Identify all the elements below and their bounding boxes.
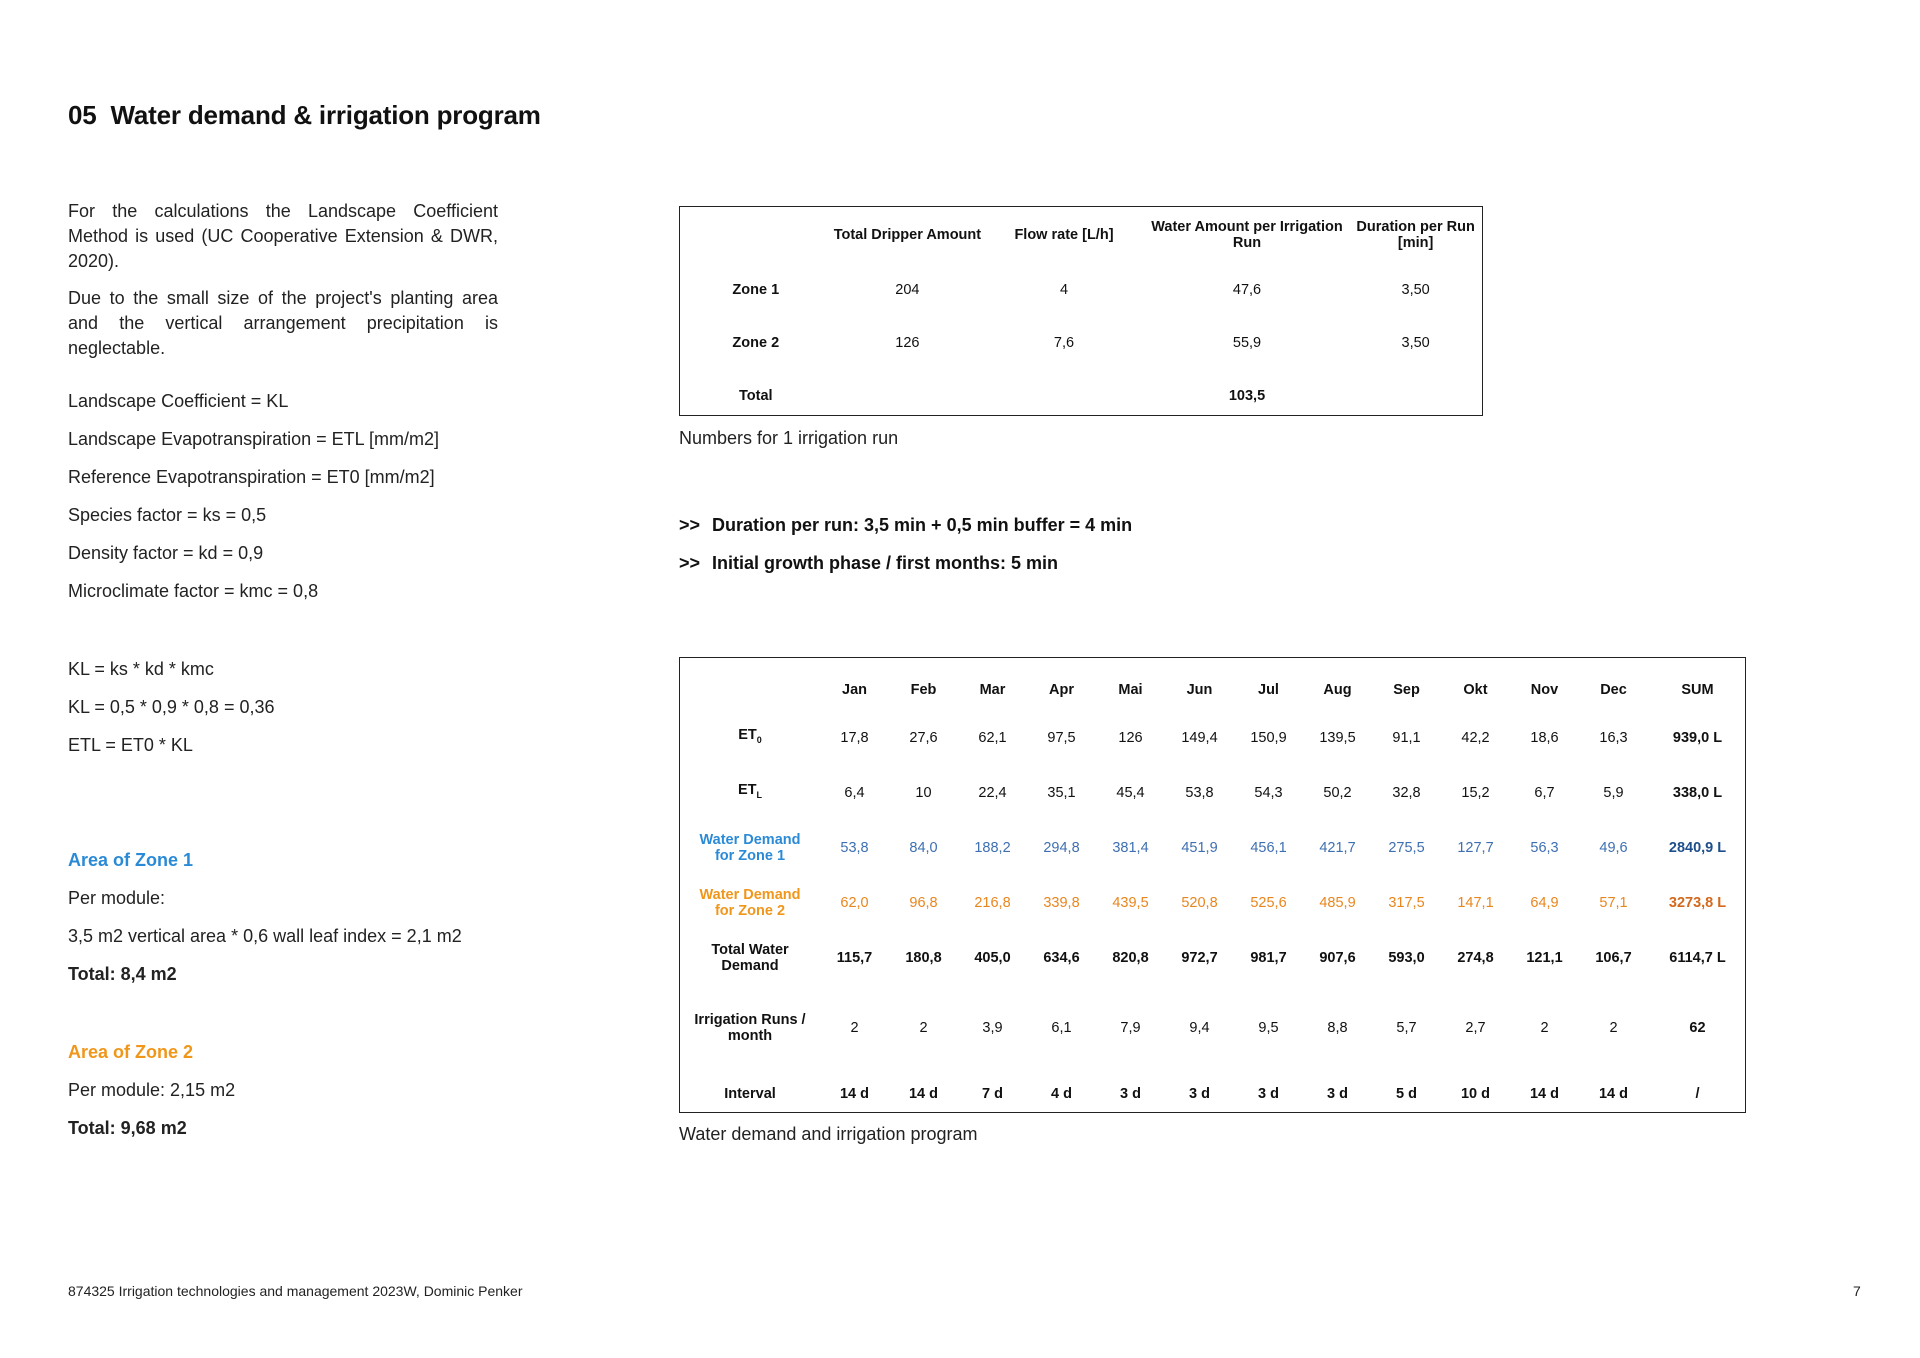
row-label	[680, 765, 820, 820]
table-cell: 317,5	[1388, 894, 1425, 911]
table-cell: 4	[1059, 281, 1069, 298]
table-cell: 106,7	[1595, 949, 1632, 966]
table-cell: 981,7	[1250, 949, 1287, 966]
table-cell: 593,0	[1388, 949, 1425, 966]
header-cell: Nov	[1530, 682, 1559, 698]
row-label	[680, 930, 820, 985]
sum-cell: 338,0 L	[1672, 784, 1723, 801]
table-cell: 3,50	[1401, 334, 1430, 351]
table-cell: 188,2	[974, 839, 1011, 856]
header-cell: Jan	[842, 682, 867, 698]
table-cell: 14 d	[1598, 1086, 1628, 1102]
definition-item: Density factor = kd = 0,9	[68, 543, 264, 563]
sum-cell: /	[1695, 1086, 1700, 1102]
zone2-total: Total: 9,68 m2	[68, 1118, 187, 1138]
table-cell: 381,4	[1112, 839, 1149, 856]
row-label-line-1: Water Demand	[699, 831, 801, 848]
table-cell: 91,1	[1392, 729, 1421, 746]
table-cell: 5,7	[1396, 1020, 1417, 1036]
table-row-zone2	[680, 875, 1747, 930]
row-label-subscript: L	[756, 789, 763, 800]
sum-cell: 62	[1689, 1020, 1706, 1036]
header-cell: Aug	[1323, 682, 1352, 698]
table-cell: 485,9	[1319, 894, 1356, 911]
header-cell: Duration per Run [min]	[1356, 219, 1475, 251]
table-cell: 3,9	[982, 1020, 1003, 1036]
section-title: Water demand & irrigation program	[110, 100, 541, 130]
zone1-area	[68, 841, 498, 993]
table-cell: 54,3	[1254, 784, 1283, 801]
table-cell: 53,8	[840, 839, 869, 856]
row-label-subscript: 0	[756, 734, 762, 745]
header-cell: SUM	[1681, 682, 1714, 698]
note-text-1: Duration per run: 3,5 min + 0,5 min buffer = 4 min	[712, 515, 1133, 535]
intro-paragraph-2: Due to the small size of the project's planting area and the vertical arrangement precipitation is neglectable.	[68, 288, 498, 358]
table-cell: 3,50	[1401, 281, 1430, 298]
table-row-interval	[680, 1071, 1747, 1117]
table-cell: 27,6	[909, 729, 938, 746]
table-cell: 62,0	[840, 894, 869, 911]
table-cell: 2	[919, 1020, 928, 1036]
program-table-caption: Water demand and irrigation program	[679, 1124, 978, 1144]
header-cell: Mar	[979, 682, 1006, 698]
row-label-line-1: Irrigation Runs /	[694, 1012, 806, 1028]
formula-item: KL = 0,5 * 0,9 * 0,8 = 0,36	[68, 697, 275, 717]
table-cell: 5,9	[1603, 784, 1624, 801]
sum-cell: 6114,7 L	[1669, 949, 1726, 966]
table-cell: 56,3	[1530, 839, 1559, 856]
header-cell: Sep	[1393, 682, 1420, 698]
intro-paragraph-1: For the calculations the Landscape Coefficient Method is used (UC Cooperative Extension & DWR, 2020).	[68, 201, 498, 271]
table-cell: 339,8	[1043, 894, 1080, 911]
zone1-line-2: 3,5 m2 vertical area * 0,6 wall leaf index = 2,1 m2	[68, 926, 462, 946]
definition-item: Landscape Evapotranspiration = ETL [mm/m2]	[68, 429, 440, 449]
table-cell: 15,2	[1461, 784, 1490, 801]
table-cell: 64,9	[1530, 894, 1559, 911]
table-cell: 50,2	[1323, 784, 1352, 801]
row-label: Total	[739, 387, 773, 404]
table-cell: 96,8	[909, 894, 938, 911]
row-label-line-2: month	[727, 1028, 773, 1044]
table-cell: 421,7	[1319, 839, 1356, 856]
table-cell: 97,5	[1047, 729, 1076, 746]
header-cell: Jul	[1258, 682, 1279, 698]
table-header-row	[680, 207, 1482, 263]
page-title	[68, 100, 541, 131]
sum-cell: 3273,8 L	[1668, 894, 1727, 911]
irrigation-run-grid	[680, 207, 1482, 422]
run-table-caption: Numbers for 1 irrigation run	[679, 428, 899, 448]
table-cell: 14 d	[908, 1086, 938, 1102]
intro-text	[68, 199, 498, 373]
table-cell: 204	[895, 281, 920, 298]
table-row-zone1	[680, 820, 1747, 875]
header-cell: Flow rate [L/h]	[1014, 227, 1114, 243]
table-cell: 103,5	[1228, 387, 1266, 404]
zone1-line-1: Per module:	[68, 888, 166, 908]
table-cell: 150,9	[1250, 729, 1287, 746]
table-cell: 147,1	[1457, 894, 1494, 911]
table-cell: 275,5	[1388, 839, 1425, 856]
table-cell: 45,4	[1116, 784, 1145, 801]
table-cell: 3 d	[1258, 1086, 1279, 1102]
row-label-line-1: Water Demand	[699, 886, 801, 903]
table-row-runs	[680, 985, 1747, 1071]
table-cell	[983, 369, 1145, 422]
table-cell: 42,2	[1461, 729, 1490, 746]
header-cell: Apr	[1049, 682, 1074, 698]
table-cell: 9,4	[1189, 1020, 1210, 1036]
table-cell: 274,8	[1457, 949, 1494, 966]
header-cell: Okt	[1463, 682, 1488, 698]
table-cell: 972,7	[1181, 949, 1218, 966]
table-row	[680, 263, 1482, 316]
definitions-list	[68, 382, 498, 610]
table-cell: 16,3	[1599, 729, 1628, 746]
table-cell: 53,8	[1185, 784, 1214, 801]
water-demand-table	[679, 657, 1746, 1113]
row-label-line-1: Total Water	[711, 941, 789, 958]
table-row-total	[680, 930, 1747, 985]
irrigation-run-table	[679, 206, 1483, 416]
row-label	[680, 985, 820, 1071]
table-cell: 14 d	[839, 1086, 869, 1102]
row-label-line-2: Demand	[721, 957, 779, 974]
row-label	[680, 820, 820, 875]
water-demand-grid	[680, 670, 1747, 1117]
table-cell: 18,6	[1530, 729, 1559, 746]
row-label	[680, 875, 820, 930]
table-cell: 294,8	[1043, 839, 1080, 856]
zone1-heading: Area of Zone 1	[68, 850, 194, 870]
zone2-area	[68, 1033, 498, 1147]
row-label	[680, 710, 820, 765]
table-cell: 634,6	[1043, 949, 1080, 966]
table-cell: 49,6	[1599, 839, 1628, 856]
table-cell: 520,8	[1181, 894, 1218, 911]
table-cell: 57,1	[1599, 894, 1628, 911]
table-cell: 10 d	[1460, 1086, 1490, 1102]
table-cell: 7,9	[1120, 1020, 1141, 1036]
section-number: 05	[68, 100, 97, 130]
table-cell: 32,8	[1392, 784, 1421, 801]
table-cell: 820,8	[1112, 949, 1149, 966]
table-cell: 5 d	[1396, 1086, 1417, 1102]
table-cell: 7 d	[982, 1086, 1003, 1102]
table-cell: 4 d	[1051, 1086, 1072, 1102]
table-cell: 456,1	[1250, 839, 1287, 856]
table-cell: 22,4	[978, 784, 1007, 801]
arrow-marker: >>	[679, 515, 701, 535]
table-cell: 7,6	[1053, 334, 1075, 351]
table-cell: 439,5	[1112, 894, 1149, 911]
table-cell: 47,6	[1232, 281, 1262, 298]
table-cell: 9,5	[1258, 1020, 1279, 1036]
table-cell: 121,1	[1526, 949, 1563, 966]
header-cell: Total Dripper Amount	[833, 227, 982, 243]
table-cell: 2	[1609, 1020, 1618, 1036]
definition-item: Landscape Coefficient = KL	[68, 391, 289, 411]
table-cell: 451,9	[1181, 839, 1218, 856]
row-label-text: ET	[737, 782, 757, 799]
row-label-text: ET	[738, 727, 757, 744]
table-cell	[832, 369, 984, 422]
table-cell: 3 d	[1327, 1086, 1348, 1102]
definition-item: Species factor = ks = 0,5	[68, 505, 267, 525]
note-line-2	[679, 553, 1058, 574]
page-number: 7	[1853, 1283, 1861, 1299]
definition-item: Reference Evapotranspiration = ET0 [mm/m2]	[68, 467, 435, 487]
header-cell	[680, 670, 820, 710]
definition-item: Microclimate factor = kmc = 0,8	[68, 581, 319, 601]
table-cell: 149,4	[1181, 729, 1218, 746]
sum-cell: 2840,9 L	[1668, 839, 1727, 856]
zone1-total: Total: 8,4 m2	[68, 964, 177, 984]
row-label-line-2: for Zone 1	[714, 847, 786, 864]
sum-cell: 939,0 L	[1672, 729, 1723, 746]
table-cell: 35,1	[1047, 784, 1076, 801]
formula-item: KL = ks * kd * kmc	[68, 659, 214, 679]
table-cell: 907,6	[1319, 949, 1356, 966]
table-cell: 126	[895, 334, 920, 351]
table-cell: 6,7	[1534, 784, 1555, 801]
row-label: Interval	[724, 1086, 776, 1102]
table-cell: 6,4	[844, 784, 865, 801]
header-cell: Mai	[1118, 682, 1143, 698]
zone2-line-1: Per module: 2,15 m2	[68, 1080, 236, 1100]
row-label: Zone 1	[732, 281, 780, 298]
table-header-row	[680, 670, 1747, 710]
table-row	[680, 316, 1482, 369]
table-cell	[1349, 369, 1482, 422]
table-cell: 180,8	[905, 949, 942, 966]
table-cell: 216,8	[974, 894, 1011, 911]
table-cell: 405,0	[974, 949, 1011, 966]
note-text-2: Initial growth phase / first months: 5 min	[712, 553, 1059, 573]
table-cell: 2	[850, 1020, 859, 1036]
table-cell: 55,9	[1232, 334, 1262, 351]
header-cell: Feb	[910, 682, 937, 698]
header-cell: Dec	[1600, 682, 1627, 698]
table-row-et0	[680, 710, 1747, 765]
footer-text: 874325 Irrigation technologies and management 2023W, Dominic Penker	[68, 1283, 523, 1299]
table-cell: 14 d	[1529, 1086, 1559, 1102]
table-cell: 115,7	[836, 949, 873, 966]
table-cell: 2	[1540, 1020, 1549, 1036]
formulas-list	[68, 650, 498, 764]
header-cell: Water Amount per Irrigation Run	[1151, 219, 1343, 251]
table-cell: 6,1	[1051, 1020, 1072, 1036]
table-cell: 8,8	[1327, 1020, 1348, 1036]
arrow-marker: >>	[679, 553, 701, 573]
header-cell: Jun	[1186, 682, 1213, 698]
table-cell: 525,6	[1250, 894, 1287, 911]
table-cell: 10	[915, 784, 932, 801]
table-cell: 62,1	[978, 729, 1007, 746]
table-cell: 3 d	[1120, 1086, 1141, 1102]
table-cell: 127,7	[1457, 839, 1494, 856]
table-cell: 139,5	[1319, 729, 1356, 746]
table-cell: 17,8	[840, 729, 869, 746]
table-cell: 2,7	[1465, 1020, 1486, 1036]
table-row	[680, 369, 1482, 422]
header-cell	[680, 207, 832, 263]
row-label: Zone 2	[732, 334, 780, 351]
note-line-1	[679, 515, 1132, 536]
table-cell: 126	[1118, 729, 1143, 746]
row-label-line-2: for Zone 2	[714, 902, 786, 919]
table-row-etl	[680, 765, 1747, 820]
formula-item: ETL = ET0 * KL	[68, 735, 193, 755]
zone2-heading: Area of Zone 2	[68, 1042, 194, 1062]
table-cell: 84,0	[909, 839, 938, 856]
table-cell: 3 d	[1189, 1086, 1210, 1102]
